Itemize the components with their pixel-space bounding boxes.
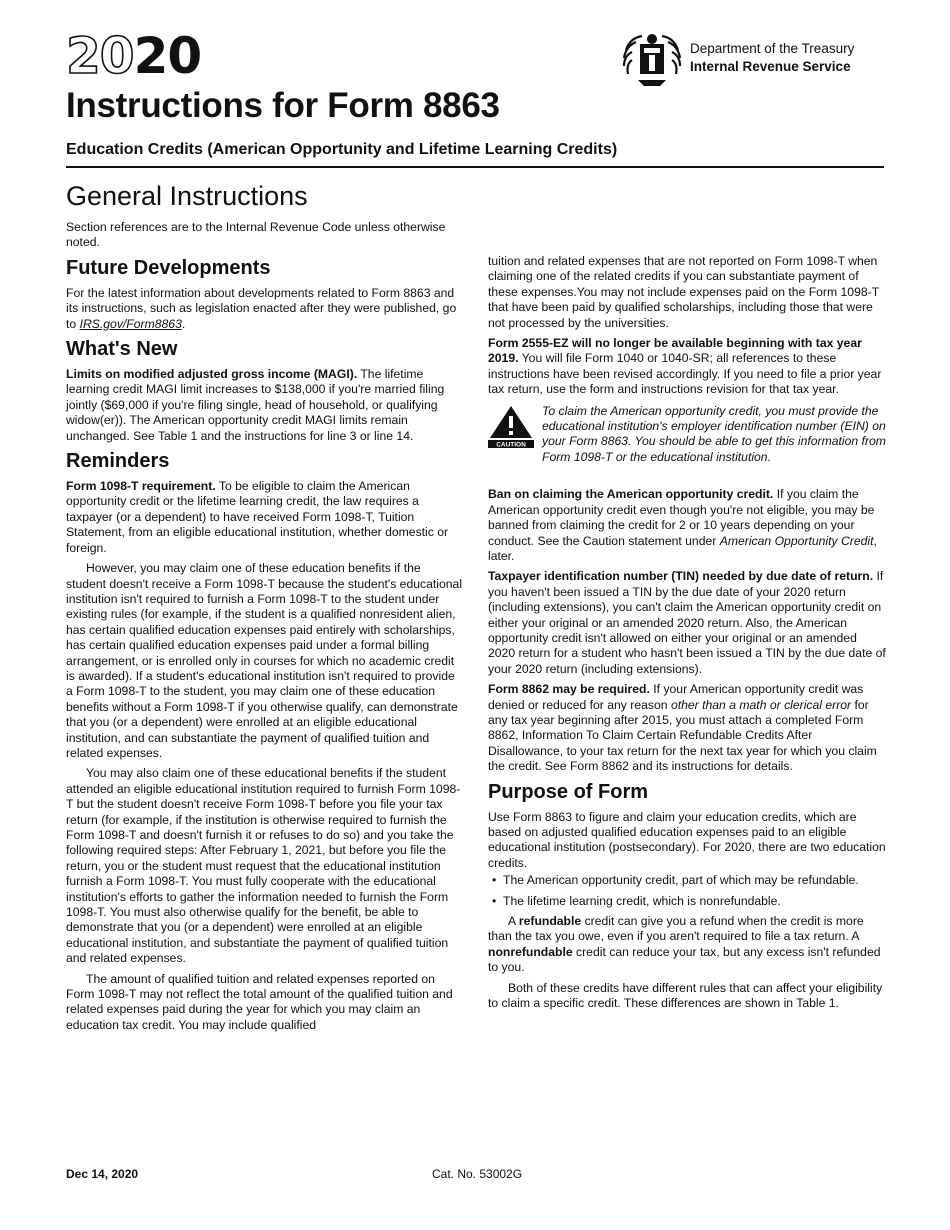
general-instructions-heading: General Instructions [66, 181, 308, 211]
footer-date: Dec 14, 2020 [66, 1167, 139, 1181]
however-paragraph: However, you may claim one of these education benefits if the student doesn't receive a Form 1098-T because the student's educational institution isn't required to furnish a Form 1098-T to the student under existing rules (for example, if the student is a qualified nonresident alien, has certain qualified education expenses paid entirely with scholarships, has certain qualified education expenses paid under a formal billing arrangement, or is enrolled only in courses for which no academic credit is awarded). If a student's educational institution isn't required to provide a Form 1098-T to the student, you may claim one of these education benefits without a Form 1098-T if you otherwise qualify, can demonstrate that you (or a dependent) were enrolled at an eligible educational institution, and can substantiate the payment of qualified tuition and related expenses. [66, 561, 463, 760]
tin-paragraph: Taxpayer identification number (TIN) needed by due date of return. If you haven't been issued a TIN by the due date of your 2020 return (including extensions), you can't claim the American opportunity credit on either your original or an amended 2020 return. Also, the American opportunity credit isn't allowed on either your original or an amended 2020 return for a student who hasn't been issued a TIN by the due date of your 2020 return (including extensions). [488, 569, 886, 676]
agency-name: Internal Revenue Service [690, 59, 851, 74]
left-column [66, 220, 464, 1038]
bullet-item: • The American opportunity credit, part of which may be refundable. [492, 873, 859, 888]
catalog-number: Cat. No. 53002G [432, 1167, 523, 1181]
amount-paragraph: The amount of qualified tuition and related expenses reported on Form 1098-T may not reflect the total amount of the qualified tuition and related expenses paid during the year for which you may claim an education tax credit. You may include qualified [66, 971, 453, 1032]
purpose-paragraph: Use Form 8863 to figure and claim your education credits, which are based on adjusted qualified education expenses paid to an eligible educational institution (postsecondary). For 2020, there are two education credits. [488, 809, 886, 870]
requirement-paragraph: Form 1098-T requirement. To be eligible to claim the American opportunity credit or the lifetime learning credit, the law requires a taxpayer (or a dependent) to have received Form 1098-T, Tuition Statement, from an eligible educational institution, whether domestic or foreign. [66, 479, 449, 555]
ban-paragraph: Ban on claiming the American opportunity credit. If you claim the American opportunity credit even though you're not eligible, you may be banned from claiming the credit for 2 or 10 years depending on your conduct. See the Caution statement under American Opportunity Credit, later. [488, 487, 877, 563]
page-title: Instructions for Form 8863 [66, 86, 500, 125]
caution-label: CAUTION [496, 441, 526, 448]
department-name: Department of the Treasury [690, 41, 855, 56]
caution-icon [488, 404, 534, 466]
reminders-heading: Reminders [66, 450, 170, 473]
warning-triangle-icon [488, 404, 534, 448]
purpose-of-form-heading: Purpose of Form [488, 780, 649, 803]
future-developments-heading: Future Developments [66, 256, 271, 279]
continued-paragraph: tuition and related expenses that are not reported on Form 1098-T when claiming one of the related credits if you can substantiate payment of these expenses.You may not include expenses paid on the Form 1098-T that have been paid by qualified scholarships, including those that were not processed by the universities. [488, 254, 879, 330]
also-claim-paragraph: You may also claim one of these educational benefits if the student attended an eligible educational institution required to furnish Form 1098-T but the student doesn't receive Form 1098-T before you file your tax return (for example, if the institution is otherwise required to furnish the Form 1098-T and doesn't furnish it or refuses to do so) and you take the following required steps: After February 1, 2021, but before you file the return, you or the student must request that the educational institution furnish a Form 1098-T. You must fully cooperate with the educational institution's efforts to gather the information needed to furnish the Form 1098-T. You must also otherwise qualify for the benefit, be able to demonstrate that you (or a dependent) were enrolled at an eligible educational institution, and substantiate the payment of qualified tuition and related expenses. [66, 766, 461, 966]
header-divider [66, 166, 884, 168]
magi-paragraph: Limits on modified adjusted gross income (MAGI). The lifetime learning credit MAGI limit increases to $138,000 if you're married filing jointly ($69,000 if you're filing single, head of household, or qualifying widow(er)). The American opportunity credit MAGI limits remain unchanged. See Table 1 and the instructions for line 3 or line 14. [66, 367, 445, 443]
form-year: 2020 [66, 27, 202, 85]
page-subtitle: Education Credits (American Opportunity and Lifetime Learning Credits) [66, 141, 618, 158]
bullet-item: • The lifetime learning credit, which is nonrefundable. [492, 893, 781, 908]
form-8862-paragraph: Form 8862 may be required. If your American opportunity credit was denied or reduced for any reason other than a math or clerical error for any tax year beginning after 2015, you must attach a completed Form 8862, Information To Claim Certain Refundable Credits After Disallowance, to your tax return for the next tax year for which you claim the credit. See Form 8862 and its instructions for details. [488, 682, 877, 774]
future-developments-text: For the latest information about developments related to Form 8863 and its instructions, such as legislation enacted after they were published, go to IRS.gov/Form8863. [66, 285, 457, 331]
caution-text: To claim the American opportunity credit, you must provide the educational institution's employer identification number (EIN) on your Form 8863. You should be able to get this information from Form 1098-T or the educational institution. [542, 403, 886, 464]
irs-form8863-link[interactable]: IRS.gov/Form8863 [79, 316, 182, 331]
refundable-paragraph: A refundable credit can give you a refund when the credit is more than the tax you owe, even if you aren't required to file a tax return. A nonrefundable credit can reduce your tax, but any excess isn't refunded to you. [488, 914, 881, 975]
whats-new-heading: What's New [66, 338, 178, 361]
form-2555ez-paragraph: Form 2555-EZ will no longer be available beginning with tax year 2019. You will file Form 1040 or 1040-SR; all references to these instructions have been revised accordingly. If you need to file a prior year tax return, use the form and instructions revision for that tax year. [488, 336, 882, 397]
irs-eagle-logo-icon [620, 30, 684, 88]
caution-box [488, 404, 886, 466]
agency-block [690, 40, 854, 76]
both-credits-paragraph: Both of these credits have different rules that can affect your eligibility to claim a specific credit. These differences are shown in Table 1. [488, 980, 883, 1011]
intro-text: Section references are to the Internal Revenue Code unless otherwise noted. [66, 220, 446, 250]
right-column [488, 254, 886, 1016]
